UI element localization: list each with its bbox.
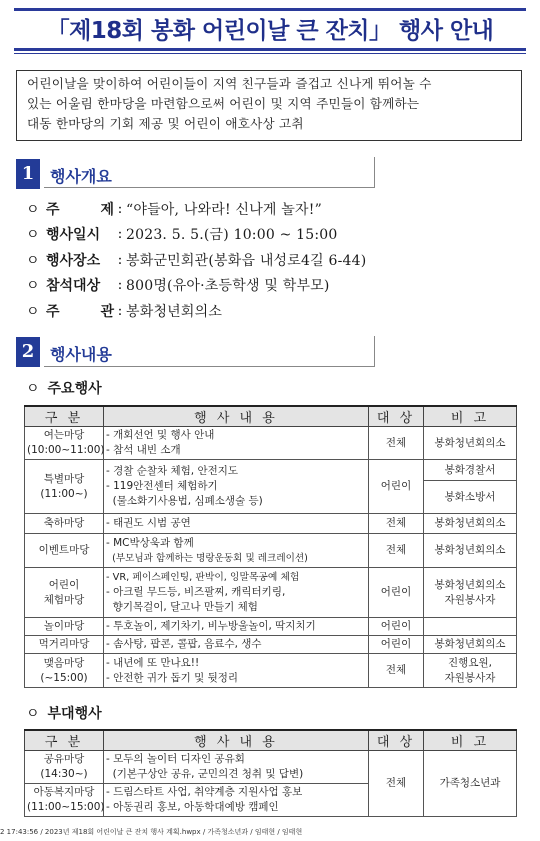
row-activities [104,514,369,534]
sub-events-table [24,729,517,817]
activity: (기본구상안 공유, 군민의견 청취 및 답변) [106,768,304,780]
overview-value: “야들아, 나와라! 신나게 놀자!” [126,201,322,218]
colon: : [117,251,123,268]
row-activities [104,618,369,636]
table-row [25,514,517,534]
column-header: 비 고 [424,730,517,751]
section-underline [44,366,374,367]
table-row [25,618,517,636]
row-category [25,568,104,618]
bullet-icon: ㅇ [26,201,40,218]
category-time: (11:00~15:00) [27,801,105,813]
intro-line: 어린이날을 맞이하여 어린이들이 지역 친구들과 즐겁고 신나게 뛰어놀 수 [27,76,432,91]
intro-box [16,70,522,141]
row-activities [104,636,369,654]
row-activities [104,534,369,568]
sub-events-label: 부대행사 [47,706,102,722]
category-name: 맺음마당 [43,656,85,669]
column-header: 구 분 [25,730,104,751]
overview-item [26,298,506,324]
column-header: 대 상 [369,406,424,427]
print-footer: 2 17:43:56 / 2023년 제18회 어린이날 큰 잔치 행사 계획.hwpx / 가족청소년과 / 임태현 / 임태현 [0,828,303,836]
overview-item [26,247,506,273]
title-rule-bottom-thin [14,53,526,54]
column-header: 대 상 [369,730,424,751]
activity: - 태권도 시범 공연 [106,517,191,529]
category-name: 공유마당 [43,753,85,765]
overview-key: 주 관 [46,303,114,320]
section-number: 2 [16,337,40,367]
activity: - 경찰 순찰차 체험, 안전지도 [106,465,239,477]
category-time: (10:00~11:00) [27,444,105,456]
row-activities [104,460,369,514]
main-events-label: 주요행사 [47,381,102,397]
row-activities [104,427,369,460]
activity: - 솜사탕, 팝콘, 콜팝, 음료수, 생수 [106,638,262,650]
row-note: 봉화소방서 [444,490,496,503]
colon: : [117,200,123,217]
table-row [25,568,517,618]
section-divider [374,157,375,188]
overview-item [26,196,506,222]
column-header: 비 고 [424,406,517,427]
category-time: (~15:00) [40,671,88,684]
activity: - 투호놀이, 제기차기, 비누방울놀이, 딱지치기 [106,620,316,632]
activity: (부모님과 함께하는 명랑운동회 및 레크레이션) [106,552,308,564]
activity: - 안전한 귀가 돕기 및 뒷정리 [106,671,239,684]
section-underline [44,187,374,188]
table-row [25,427,517,460]
main-events-heading [26,378,102,398]
overview-list [26,196,506,324]
overview-value: 800명(유아·초등학생 및 학부모) [126,278,330,295]
category-name: 체험마당 [43,593,85,606]
title-rule-bottom [14,48,526,51]
row-target: 전체 [369,534,424,568]
colon: : [117,277,123,294]
bullet-icon: ㅇ [26,252,40,269]
overview-key: 주 제 [46,201,114,218]
section-number: 1 [16,159,40,189]
row-target: 어린이 [369,618,424,636]
title-rule-top [14,8,526,11]
category-name: 여는마당 [43,429,85,441]
column-header: 구 분 [25,406,104,427]
intro-line: 대동 한마당의 기회 제공 및 어린이 애호사상 고취 [27,116,304,131]
overview-item [26,273,506,299]
row-activities [104,654,369,688]
table-row [25,751,517,784]
activity: - 119안전센터 체험하기 [106,480,218,492]
bullet-icon: ㅇ [26,303,40,320]
table-row [25,654,517,688]
row-activities [104,751,369,784]
row-category: 놀이마당 [25,618,104,636]
column-header: 행 사 내 용 [104,406,369,427]
note-line: 봉화청년회의소 [434,578,506,591]
row-category [25,751,104,784]
activity: - MC박상욱과 함께 [106,536,194,549]
section-title: 행사내용 [50,345,112,364]
overview-value: 봉화군민회관(봉화읍 내성로4길 6-44) [126,252,367,269]
activity: - 아크릴 무드등, 비즈팔찌, 캐릭터키링, [106,586,286,598]
category-time: (11:00~) [40,487,88,500]
category-time: (14:30~) [40,768,88,780]
row-category [25,427,104,460]
overview-key: 행사일시 [46,227,101,244]
row-category [25,654,104,688]
column-header: 행 사 내 용 [104,730,369,751]
colon: : [117,302,123,319]
row-category: 먹거리마당 [25,636,104,654]
bullet-icon: ㅇ [26,278,40,295]
activity: (물소화기사용법, 심폐소생술 등) [106,495,263,507]
activity: 향기목걸이, 달고나 만들기 체험 [106,601,258,613]
note-line: 자원봉사자 [444,593,496,606]
row-note: 봉화청년회의소 [424,514,517,534]
category-name: 아동복지마당 [33,786,95,798]
activity: - 아동권리 홍보, 아동학대예방 캠페인 [106,801,279,813]
activity: - VR, 페이스페인팅, 판박이, 잉말목공예 체험 [106,572,300,583]
section-divider [374,336,375,367]
overview-value: 봉화청년회의소 [126,303,223,320]
row-category: 이벤트마당 [25,534,104,568]
row-note: 봉화청년회의소 [424,636,517,654]
row-category [25,784,104,817]
row-target: 어린이 [369,636,424,654]
overview-key: 행사장소 [46,252,101,269]
row-target: 전체 [369,654,424,688]
row-category [25,460,104,514]
table-header-row [25,406,517,427]
note-line: 진행요원, [448,656,492,669]
row-note: 봉화청년회의소 [424,427,517,460]
bullet-icon: ㅇ [26,381,40,397]
colon: : [117,226,123,243]
row-target: 전체 [369,427,424,460]
row-activities [104,784,369,817]
table-row [25,636,517,654]
category-name: 특별마당 [43,472,85,485]
row-target: 어린이 [369,460,424,514]
note-line: 자원봉사자 [444,671,496,684]
row-category: 축하마당 [25,514,104,534]
row-note [424,654,517,688]
bullet-icon: ㅇ [26,227,40,244]
row-activities [104,568,369,618]
row-note-split [424,460,517,514]
sub-events-heading [26,703,102,723]
table-row [25,534,517,568]
table-header-row [25,730,517,751]
page-title: 「제18회 봉화 어린이날 큰 잔치」 행사 안내 [46,18,494,44]
row-note: 봉화경찰서 [424,460,516,481]
category-name: 어린이 [48,578,80,591]
overview-value: 2023. 5. 5.(금) 10:00 ~ 15:00 [126,227,338,244]
activity: - 내년에 또 만나요!! [106,656,200,669]
row-note [424,618,517,636]
activity: - 개회선언 및 행사 안내 [106,429,215,441]
activity: - 드림스타트 사업, 취약계층 지원사업 홍보 [106,786,303,798]
activity: - 모두의 놀이터 디자인 공유회 [106,753,245,765]
overview-item [26,222,506,248]
row-note: 가족청소년과 [424,751,517,817]
section-title: 행사개요 [50,167,112,186]
bullet-icon: ㅇ [26,706,40,722]
overview-key: 참석대상 [46,278,101,295]
intro-line: 있는 어울림 한마당을 마련함으로써 어린이 및 지역 주민들이 함께하는 [27,96,420,111]
table-row [25,460,517,514]
row-note: 봉화청년회의소 [424,534,517,568]
row-note [424,568,517,618]
row-target: 어린이 [369,568,424,618]
main-events-table [24,405,517,688]
activity: - 참석 내빈 소개 [106,444,181,456]
row-target: 전체 [369,751,424,817]
row-target: 전체 [369,514,424,534]
